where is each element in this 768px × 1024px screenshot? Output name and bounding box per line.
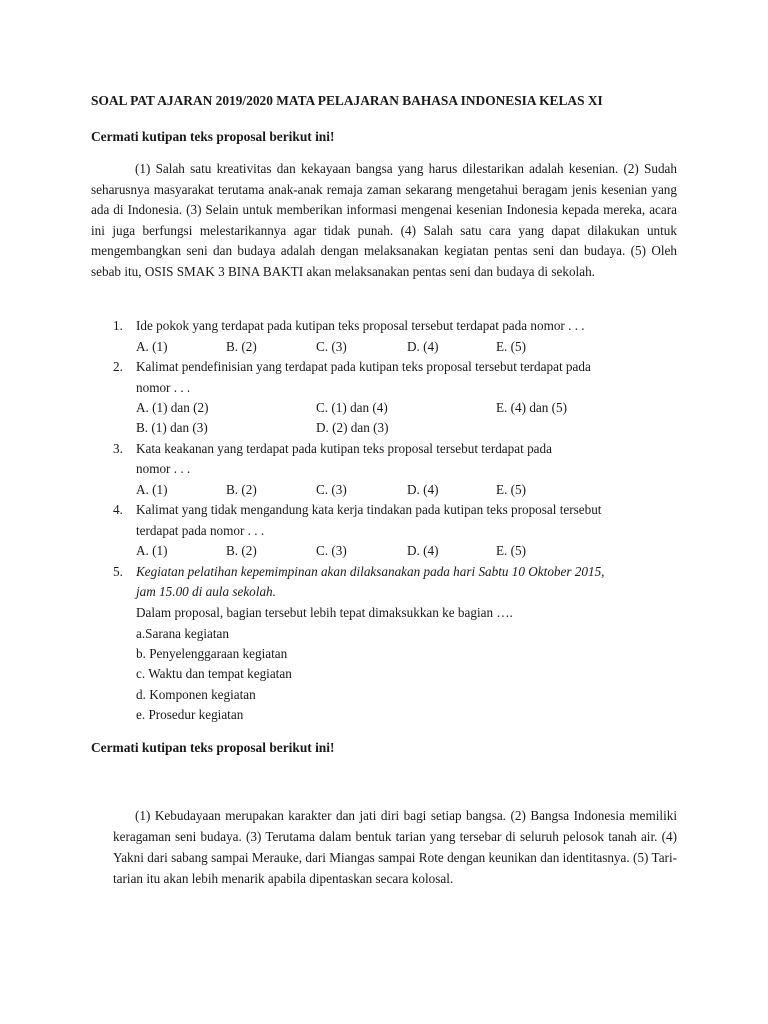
option-a: a.Sarana kegiatan — [136, 626, 229, 641]
option-c: C. (3) — [316, 482, 347, 497]
section2-paragraph: (1) Kebudayaan merupakan karakter dan jati diri bagi setiap bangsa. (2) Bangsa Indonesia memiliki keragaman seni budaya. (3) Terutama dalam bentuk tarian yang tersebar di seluruh pelosok tanah air. (4) Yakni dari sabang sampai Merauke, dari Miangas sampai Rote dengan keunikan dan identitasnya. (5) Tari-tarian itu akan lebih menarik apabila dipentaskan secara kolosal. — [113, 808, 677, 887]
option-e: E. (5) — [496, 543, 527, 558]
question-text: Ide pokok yang terdapat pada kutipan teks proposal tersebut terdapat pada nomor . . . — [136, 318, 585, 333]
question-text: Kalimat pendefinisian yang terdapat pada kutipan teks proposal tersebut terdapat pada — [136, 359, 591, 374]
option-d: d. Komponen kegiatan — [136, 687, 256, 702]
option-c: c. Waktu dan tempat kegiatan — [136, 666, 292, 681]
option-c: C. (3) — [316, 339, 347, 354]
question-number: 4. — [113, 502, 123, 517]
option-b: B. (2) — [226, 543, 257, 558]
option-d: D. (4) — [407, 482, 439, 497]
option-d: D. (4) — [407, 543, 439, 558]
option-d: D. (4) — [407, 339, 439, 354]
option-e: E. (4) dan (5) — [496, 400, 568, 415]
question-text: nomor . . . — [136, 380, 191, 395]
option-e: E. (5) — [496, 339, 527, 354]
question-number: 3. — [113, 441, 123, 456]
option-b: b. Penyelenggaraan kegiatan — [136, 646, 288, 661]
option-e: E. (5) — [496, 482, 527, 497]
page-title: SOAL PAT AJARAN 2019/2020 MATA PELAJARAN BAHASA INDONESIA KELAS XI — [91, 93, 603, 108]
option-a: A. (1) — [136, 339, 168, 354]
section2-heading: Cermati kutipan teks proposal berikut ini! — [91, 740, 335, 755]
option-c: C. (3) — [316, 543, 347, 558]
question-text: Dalam proposal, bagian tersebut lebih tepat dimaksukkan ke bagian …. — [136, 605, 513, 620]
question-quote: Kegiatan pelatihan kepemimpinan akan dilaksanakan pada hari Sabtu 10 Oktober 2015, — [136, 564, 605, 579]
section1-paragraph: (1) Salah satu kreativitas dan kekayaan bangsa yang harus dilestarikan adalah kesenian. (2) Sudah seharusnya masyarakat terutama anak-anak remaja zaman sekarang mengetahui beragam jenis kesenian yang ada di Indonesia. (3) Selain untuk memberikan informasi mengenai kesenian Indonesia kepada mereka, acara ini juga berfungsi melestarikannya agar tidak punah. (4) Salah satu cara yang dapat dilakukan untuk mengembangkan seni dan budaya adalah dengan melaksanakan kegiatan pentas seni dan budaya. (5) Oleh sebab itu, OSIS SMAK 3 BINA BAKTI akan melaksanakan pentas seni dan budaya di sekolah. — [91, 161, 677, 279]
option-a: A. (1) dan (2) — [136, 400, 209, 415]
option-a: A. (1) — [136, 543, 168, 558]
question-text: Kalimat yang tidak mengandung kata kerja tindakan pada kutipan teks proposal tersebut — [136, 502, 602, 517]
option-a: A. (1) — [136, 482, 168, 497]
option-b: B. (2) — [226, 482, 257, 497]
section1-heading: Cermati kutipan teks proposal berikut ini! — [91, 129, 335, 144]
question-number: 5. — [113, 564, 123, 579]
option-b: B. (2) — [226, 339, 257, 354]
option-d: D. (2) dan (3) — [316, 420, 389, 435]
question-text: terdapat pada nomor . . . — [136, 523, 265, 538]
question-number: 2. — [113, 359, 123, 374]
option-b: B. (1) dan (3) — [136, 420, 208, 435]
option-c: C. (1) dan (4) — [316, 400, 388, 415]
question-text: Kata keakanan yang terdapat pada kutipan teks proposal tersebut terdapat pada — [136, 441, 552, 456]
question-number: 1. — [113, 318, 123, 333]
option-e: e. Prosedur kegiatan — [136, 707, 244, 722]
question-quote: jam 15.00 di aula sekolah. — [136, 584, 276, 599]
question-text: nomor . . . — [136, 461, 191, 476]
